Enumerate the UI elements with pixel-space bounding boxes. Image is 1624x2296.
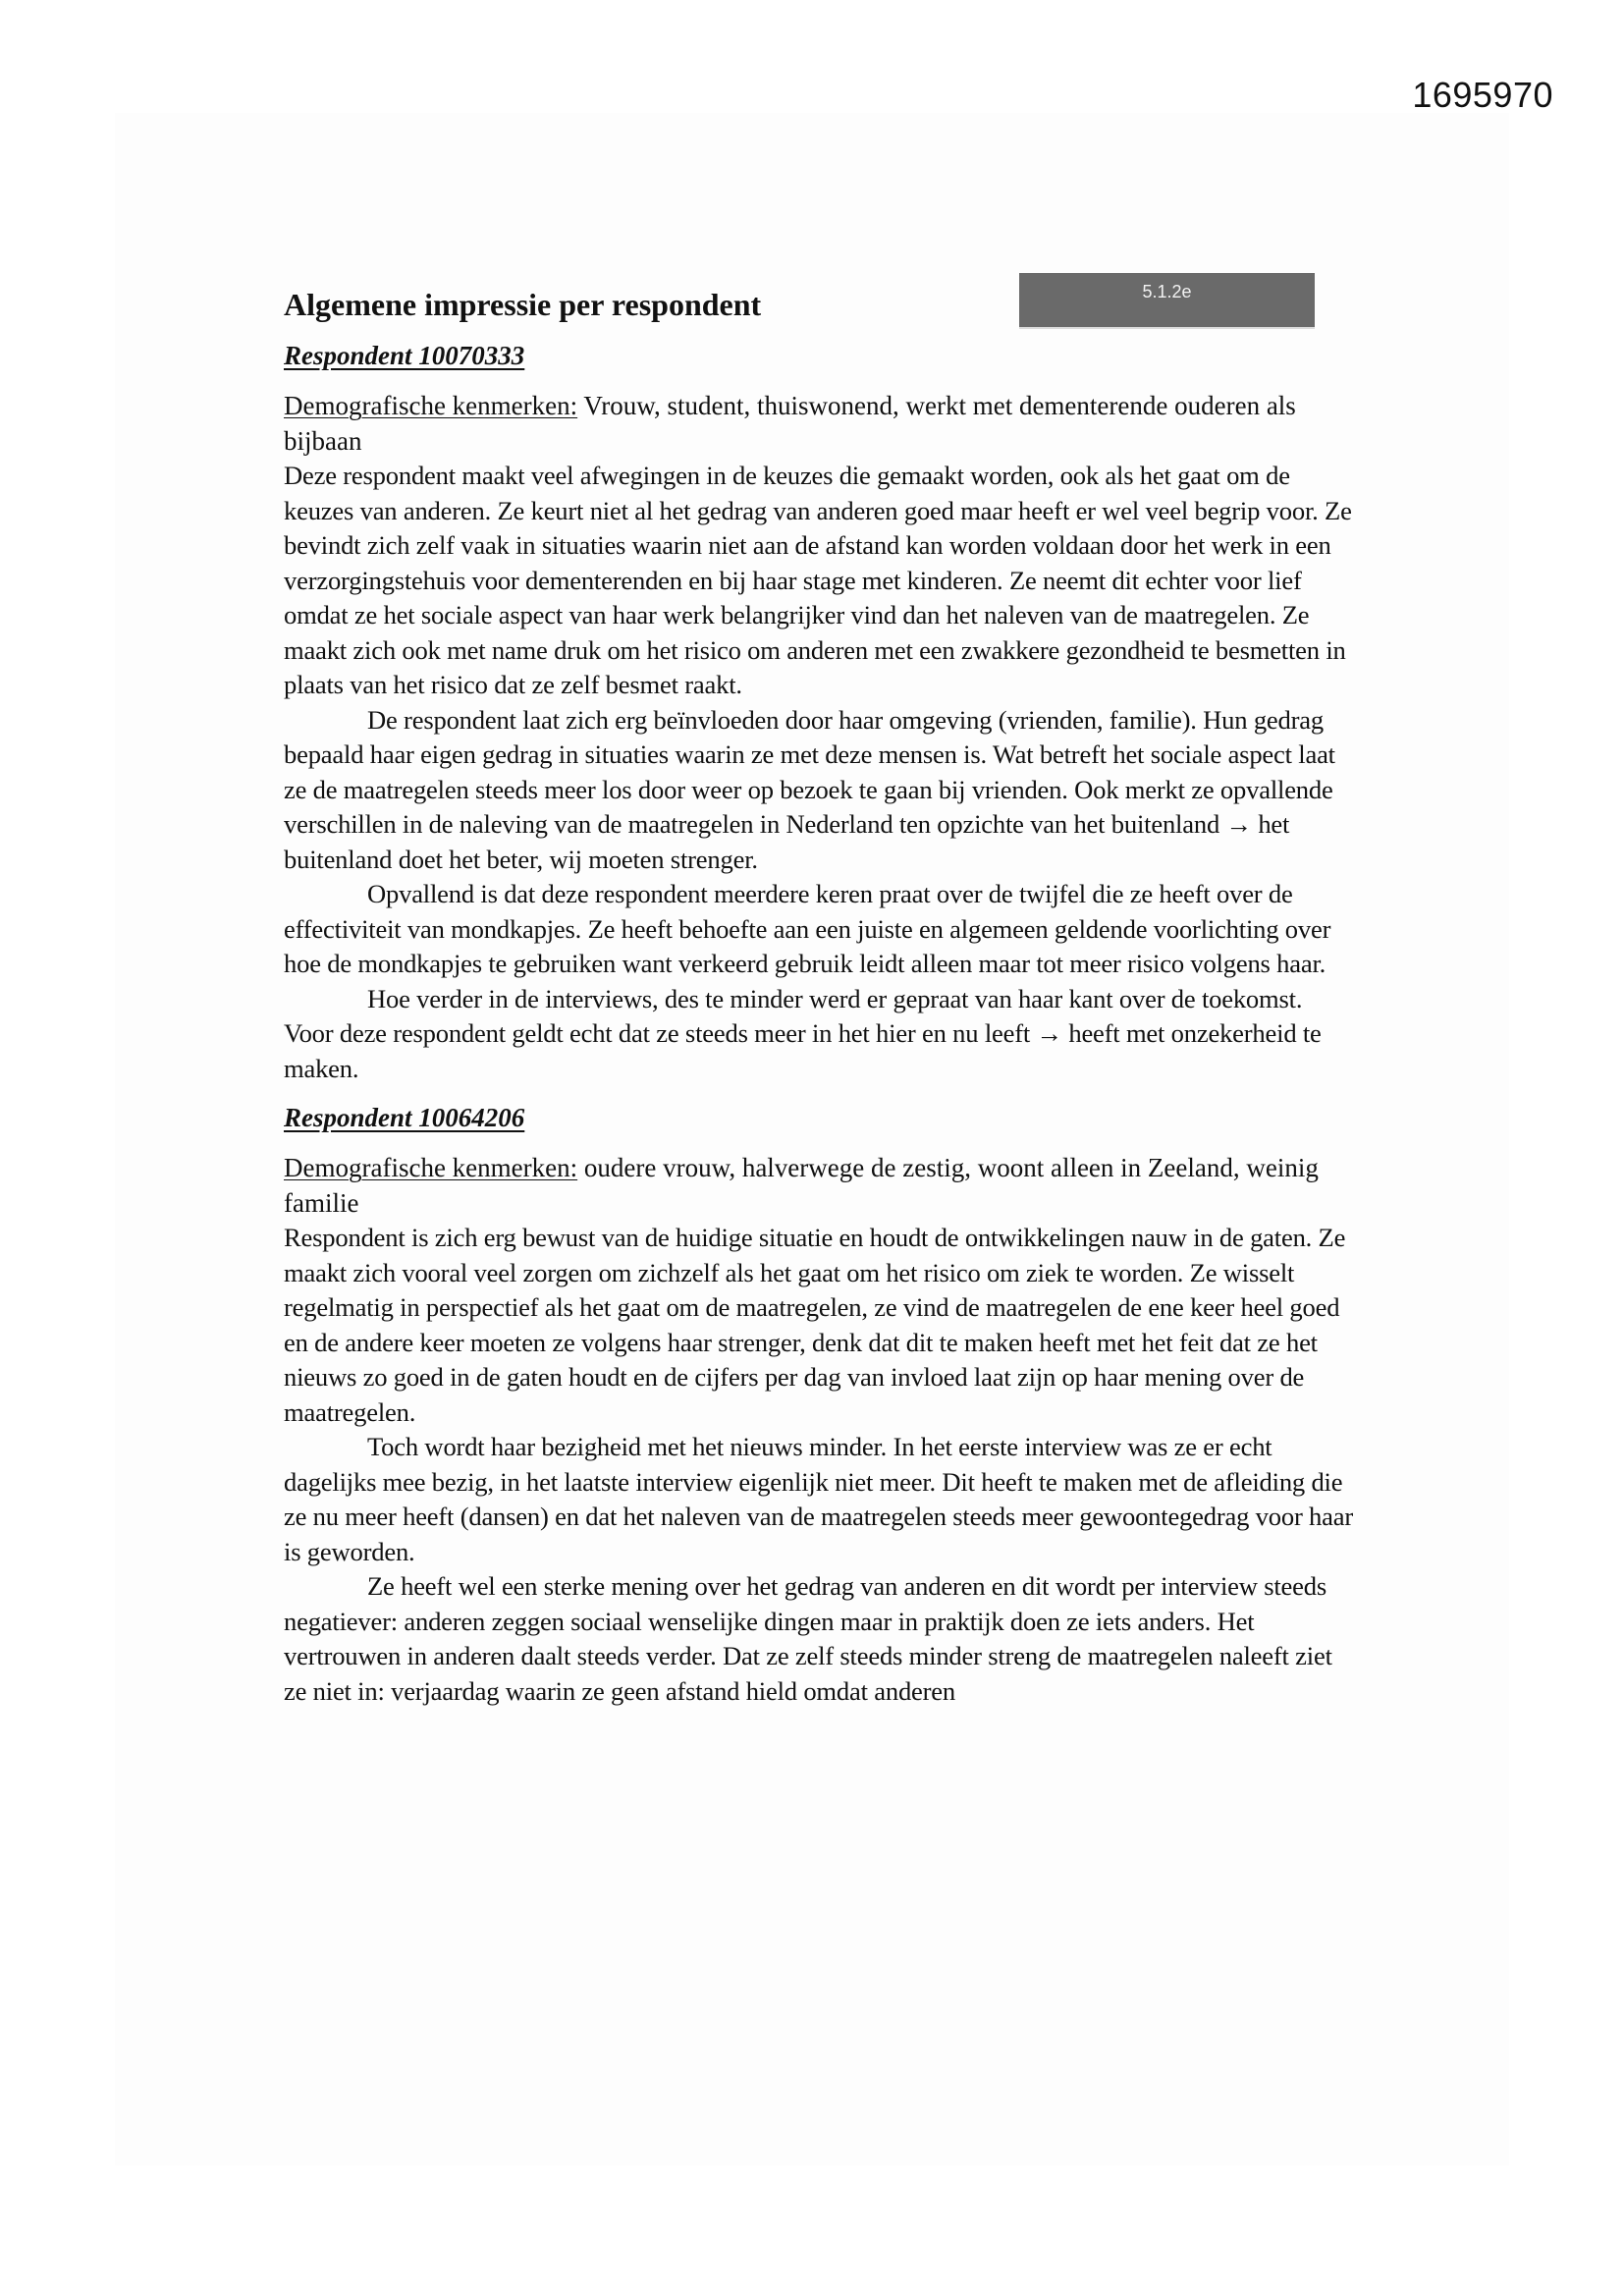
demographics-label: Demografische kenmerken:: [284, 391, 578, 420]
demographics: [284, 389, 1354, 459]
paragraph: De respondent laat zich erg beïnvloeden door haar omgeving (vrienden, familie). Hun gedrag bepaald haar eigen gedrag in situaties waarin ze met deze mensen is. Wat betreft het sociale aspect laat ze de maatregelen steeds meer los door weer op bezoek te gaan bij vrienden. Ook merkt ze opvallende verschillen in de naleving van de maatregelen in Nederland ten opzichte van het buitenland → het buitenland doet het beter, wij moeten strenger.: [284, 704, 1335, 874]
respondent-heading: Respondent 10070333: [284, 341, 525, 370]
document-number: 1695970: [1412, 75, 1553, 115]
paragraph: Opvallend is dat deze respondent meerdere keren praat over de twijfel die ze heeft over de effectiviteit van mondkapjes. Ze heeft behoefte aan een juiste en algemeen geldende voorlichting over hoe de mondkapjes te gebruiken want verkeerd gebruik leidt alleen maar tot meer risico volgens haar.: [284, 879, 1331, 978]
page-title: Algemene impressie per respondent: [284, 287, 762, 322]
respondent-heading: Respondent 10064206: [284, 1103, 525, 1132]
paragraph: Deze respondent maakt veel afwegingen in de keuzes die gemaakt worden, ook als het gaat om de keuzes van anderen. Ze keurt niet al het gedrag van anderen goed maar heeft er wel veel begrip voor. Ze bevindt zich zelf vaak in situaties waarin niet aan de afstand kan worden voldaan door het werk in een verzorgingstehuis voor dementerenden en bij haar stage met kinderen. Ze neemt dit echter voor lief omdat ze het sociale aspect van haar werk belangrijker vind dan het naleven van de maatregelen. Ze maakt zich ook met name druk om het risico om anderen met een zwakkere gezondheid te besmetten in plaats van het risico dat ze zelf besmet raakt.: [284, 461, 1352, 699]
title-row: [284, 281, 1354, 328]
demographics-text: Vrouw, student, thuiswonend, werkt met dementerende ouderen als bijbaan: [284, 391, 1296, 456]
demographics-text: oudere vrouw, halverwege de zestig, woont alleen in Zeeland, weinig familie: [284, 1153, 1319, 1218]
demographics: [284, 1151, 1354, 1221]
paragraph: Respondent is zich erg bewust van de huidige situatie en houdt de ontwikkelingen nauw in de gaten. Ze maakt zich vooral veel zorgen om zichzelf als het gaat om het risico om ziek te worden. Ze wisselt regelmatig in perspectief als het gaat om de maatregelen, ze vind de maatregelen de ene keer heel goed en de andere keer moeten ze volgens haar strenger, denk dat dit te maken heeft met het feit dat ze het nieuws zo goed in de gaten houdt en de cijfers per dag van invloed laat zijn op haar mening over de maatregelen.: [284, 1223, 1346, 1427]
document-content: [284, 281, 1354, 1709]
respondent-section-2: [284, 1100, 1354, 1709]
redaction-box: 5.1.2e: [1019, 273, 1315, 327]
paragraph: Hoe verder in de interviews, des te minder werd er gepraat van haar kant over de toekomst. Voor deze respondent geldt echt dat ze steeds meer in het hier en nu leeft → heeft met onzekerheid te maken.: [284, 983, 1322, 1083]
demographics-label: Demografische kenmerken:: [284, 1153, 578, 1182]
paragraph: Ze heeft wel een sterke mening over het gedrag van anderen en dit wordt per interview steeds negatiever: anderen zeggen sociaal wenselijke dingen maar in praktijk doen ze iets anders. Het vertrouwen in anderen daalt steeds verder. Dat ze zelf steeds minder streng de maatregelen naleeft ziet ze niet in: verjaardag waarin ze geen afstand hield omdat anderen: [284, 1571, 1332, 1706]
paragraph: Toch wordt haar bezigheid met het nieuws minder. In het eerste interview was ze er echt dagelijks mee bezig, in het laatste interview eigenlijk niet meer. Dit heeft te maken met de afleiding die ze nu meer heeft (dansen) en dat het naleven van de maatregelen steeds meer gewoontegedrag voor haar is geworden.: [284, 1432, 1354, 1566]
respondent-section-1: [284, 338, 1354, 1086]
